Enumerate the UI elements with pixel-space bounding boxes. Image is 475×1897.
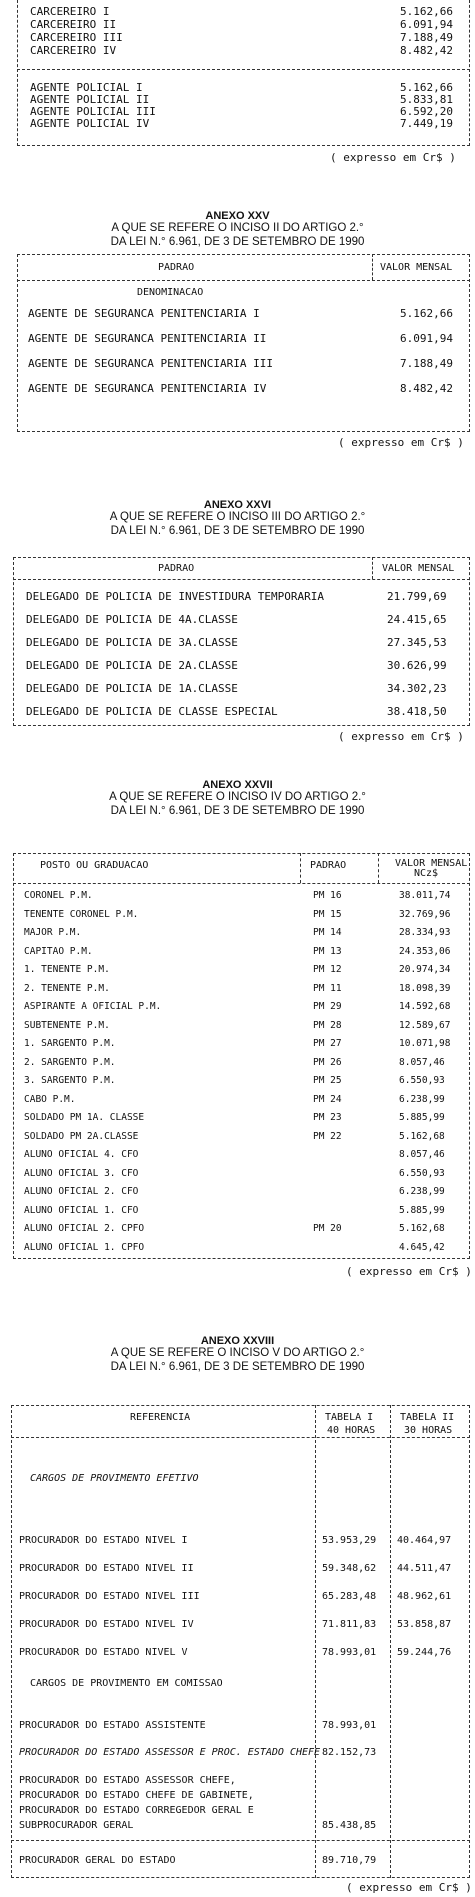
- row-label: AGENTE DE SEGURANCA PENITENCIARIA IV: [28, 382, 267, 395]
- row-multi-line2: PROCURADOR DO ESTADO CHEFE DE GABINETE,: [19, 1790, 254, 1801]
- row-label: ASPIRANTE A OFICIAL P.M.: [24, 1001, 162, 1012]
- row-value: 14.592,68: [399, 1001, 451, 1012]
- row-value: 5.833,81: [400, 93, 453, 106]
- row-tabela-i: 65.283,48: [322, 1591, 377, 1602]
- row-label: PROCURADOR DO ESTADO NIVEL III: [19, 1591, 200, 1602]
- row-padrao: PM 24: [313, 1093, 342, 1105]
- annex-subtitle-1: A QUE SE REFERE O INCISO II DO ARTIGO 2.°: [111, 222, 364, 234]
- header-posto: POSTO OU GRADUACAO: [40, 860, 149, 871]
- row-padrao: PM 14: [313, 927, 342, 938]
- row-label: DELEGADO DE POLICIA DE 1A.CLASSE: [26, 682, 238, 695]
- col-divider: [372, 557, 373, 579]
- row-label: PROCURADOR DO ESTADO NIVEL I: [19, 1535, 188, 1546]
- row-label: ALUNO OFICIAL 2. CPFO: [24, 1223, 145, 1234]
- row-label: AGENTE POLICIAL IV: [30, 117, 150, 130]
- table-divider: [17, 69, 470, 70]
- header-40-horas: 40 HORAS: [327, 1425, 376, 1436]
- table-border-bottom: [17, 145, 470, 146]
- annex-subtitle-1: A QUE SE REFERE O INCISO IV DO ARTIGO 2.°: [109, 791, 366, 803]
- row-value: 27.345,53: [387, 636, 447, 649]
- row-value: 38.011,74: [399, 890, 451, 901]
- row-value: 24.415,65: [387, 613, 447, 626]
- row-label: SOLDADO PM 2A.CLASSE: [24, 1130, 139, 1142]
- row-label: CARCEREIRO IV: [30, 44, 117, 57]
- row-label: DELEGADO DE POLICIA DE 3A.CLASSE: [26, 636, 238, 649]
- row-tabela-i: 71.811,83: [322, 1619, 377, 1630]
- annex-title: ANEXO XXV: [205, 210, 270, 222]
- row-multi-t1: 85.438,85: [322, 1820, 377, 1831]
- row-value: 8.057,46: [399, 1149, 445, 1160]
- row-label: AGENTE DE SEGURANCA PENITENCIARIA III: [28, 357, 274, 370]
- row-value: 8.482,42: [400, 382, 453, 395]
- currency-note: ( expresso em Cr$ ): [338, 436, 464, 449]
- row-padrao: PM 28: [313, 1019, 342, 1031]
- header-unit: NCz$: [414, 868, 439, 879]
- row-padrao: PM 25: [313, 1075, 342, 1086]
- row-assessor-label: PROCURADOR DO ESTADO ASSESSOR E PROC. ESTADO CHEFE: [19, 1747, 321, 1758]
- row-value: 6.238,99: [399, 1186, 445, 1197]
- row-value: 32.769,96: [399, 908, 451, 920]
- row-label: PROCURADOR DO ESTADO NIVEL IV: [19, 1619, 194, 1630]
- header-tabela-ii: TABELA II: [400, 1412, 455, 1423]
- col-divider: [390, 1405, 391, 1878]
- row-tabela-i: 53.953,29: [322, 1535, 377, 1546]
- col-divider: [300, 853, 301, 883]
- row-value: 7.449,19: [400, 117, 453, 130]
- annex-subtitle-2: DA LEI N.° 6.961, DE 3 DE SETEMBRO DE 1990: [110, 1361, 365, 1373]
- row-tabela-i: 78.993,01: [322, 1647, 377, 1658]
- header-referencia: REFERENCIA: [130, 1412, 191, 1423]
- row-value: 28.334,93: [399, 927, 451, 938]
- header-denominacao: DENOMINACAO: [137, 287, 204, 298]
- row-value: 8.482,42: [400, 44, 453, 57]
- header-30-horas: 30 HORAS: [404, 1425, 453, 1436]
- row-label: CARCEREIRO II: [30, 18, 117, 31]
- table-border-left: [17, 0, 18, 146]
- row-label: ALUNO OFICIAL 2. CFO: [24, 1186, 139, 1197]
- row-label: AGENTE DE SEGURANCA PENITENCIARIA II: [28, 332, 267, 345]
- row-assistente-t1: 78.993,01: [322, 1720, 377, 1731]
- row-geral-t1: 89.710,79: [322, 1855, 377, 1866]
- row-label: DELEGADO DE POLICIA DE INVESTIDURA TEMPORARIA: [26, 590, 325, 603]
- row-multi-line3: PROCURADOR DO ESTADO CORREGEDOR GERAL E: [19, 1805, 254, 1816]
- row-value: 4.645,42: [399, 1241, 445, 1253]
- row-value: 5.162,68: [399, 1223, 445, 1234]
- row-padrao: PM 27: [313, 1038, 342, 1049]
- annex-subtitle-2: DA LEI N.° 6.961, DE 3 DE SETEMBRO DE 1990: [110, 236, 365, 248]
- row-tabela-ii: 40.464,97: [397, 1535, 452, 1546]
- header-tabela-i: TABELA I: [325, 1412, 374, 1423]
- row-label: CAPITAO P.M.: [24, 945, 93, 957]
- row-label: ALUNO OFICIAL 1. CPFO: [24, 1241, 145, 1253]
- annex-subtitle-1: A QUE SE REFERE O INCISO V DO ARTIGO 2.°: [110, 1347, 365, 1359]
- row-value: 5.885,99: [399, 1112, 445, 1123]
- row-label: MAJOR P.M.: [24, 927, 82, 938]
- annex-title: ANEXO XXVIII: [200, 1335, 275, 1347]
- row-label: DELEGADO DE POLICIA DE 2A.CLASSE: [26, 659, 238, 672]
- currency-note: ( expresso em Cr$ ): [346, 1265, 472, 1278]
- row-tabela-ii: 44.511,47: [397, 1563, 452, 1574]
- header-divider: [17, 280, 470, 281]
- row-padrao: PM 22: [313, 1130, 342, 1142]
- header-divider: [13, 883, 470, 884]
- header-padrao: PADRAO: [158, 262, 195, 273]
- annex-subtitle-2: DA LEI N.° 6.961, DE 3 DE SETEMBRO DE 1990: [110, 525, 365, 537]
- row-label: ALUNO OFICIAL 1. CFO: [24, 1204, 139, 1216]
- annex-title: ANEXO XXVII: [202, 779, 273, 791]
- row-value: 30.626,99: [387, 659, 447, 672]
- row-label: CABO P.M.: [24, 1093, 76, 1105]
- row-value: 5.162,68: [399, 1130, 445, 1142]
- row-value: 10.071,98: [399, 1038, 451, 1049]
- row-tabela-ii: 48.962,61: [397, 1591, 452, 1602]
- col-divider: [378, 853, 379, 883]
- row-value: 34.302,23: [387, 682, 447, 695]
- header-divider: [11, 1437, 470, 1438]
- row-value: 18.098,39: [399, 982, 451, 994]
- header-padrao: PADRAO: [310, 860, 347, 871]
- row-value: 7.188,49: [400, 357, 453, 370]
- row-label: PROCURADOR DO ESTADO NIVEL V: [19, 1647, 188, 1658]
- header-valor-mensal: VALOR MENSAL: [380, 262, 453, 273]
- row-value: 7.188,49: [400, 31, 453, 44]
- row-value: 5.162,66: [400, 5, 453, 18]
- currency-note: ( expresso em Cr$ ): [338, 730, 464, 743]
- row-geral-label: PROCURADOR GERAL DO ESTADO: [19, 1855, 176, 1866]
- row-label: CARCEREIRO III: [30, 31, 123, 44]
- row-label: AGENTE POLICIAL III: [30, 105, 156, 118]
- col-divider: [372, 254, 373, 280]
- row-padrao: PM 12: [313, 964, 342, 975]
- col-divider: [315, 1405, 316, 1878]
- row-padrao: PM 11: [313, 982, 342, 994]
- row-multi-line4: SUBPROCURADOR GERAL: [19, 1820, 134, 1831]
- row-label: 1. SARGENTO P.M.: [24, 1038, 116, 1049]
- row-label: 1. TENENTE P.M.: [24, 964, 110, 975]
- row-label: DELEGADO DE POLICIA DE 4A.CLASSE: [26, 613, 238, 626]
- annex-title: ANEXO XXVI: [203, 499, 272, 511]
- row-value: 6.550,93: [399, 1075, 445, 1086]
- row-label: DELEGADO DE POLICIA DE CLASSE ESPECIAL: [26, 705, 278, 718]
- row-value: 8.057,46: [399, 1056, 445, 1068]
- row-label: SOLDADO PM 1A. CLASSE: [24, 1112, 145, 1123]
- row-padrao: PM 16: [313, 890, 342, 901]
- row-multi-line1: PROCURADOR DO ESTADO ASSESSOR CHEFE,: [19, 1775, 236, 1786]
- row-value: 24.353,06: [399, 945, 451, 957]
- row-label: ALUNO OFICIAL 3. CFO: [24, 1167, 139, 1179]
- row-label: CARCEREIRO I: [30, 5, 110, 18]
- row-label: 2. SARGENTO P.M.: [24, 1056, 116, 1068]
- row-tabela-ii: 53.858,87: [397, 1619, 452, 1630]
- row-tabela-i: 59.348,62: [322, 1563, 377, 1574]
- header-valor-mensal: VALOR MENSAL: [382, 563, 455, 574]
- row-value: 21.799,69: [387, 590, 447, 603]
- annex-subtitle-2: DA LEI N.° 6.961, DE 3 DE SETEMBRO DE 1990: [110, 805, 365, 817]
- row-padrao: PM 23: [313, 1112, 342, 1123]
- row-label: AGENTE POLICIAL I: [30, 81, 143, 94]
- header-padrao: PADRAO: [158, 563, 195, 574]
- annex-subtitle-1: A QUE SE REFERE O INCISO III DO ARTIGO 2.°: [109, 511, 366, 523]
- currency-note: ( expresso em Cr$ ): [330, 151, 456, 164]
- row-padrao: PM 29: [313, 1001, 342, 1012]
- table-border-right: [469, 0, 470, 146]
- row-label: SUBTENENTE P.M.: [24, 1019, 110, 1031]
- row-padrao: PM 20: [313, 1223, 342, 1234]
- row-value: 6.091,94: [400, 18, 453, 31]
- row-label: CORONEL P.M.: [24, 890, 93, 901]
- row-value: 6.550,93: [399, 1167, 445, 1179]
- row-padrao: PM 13: [313, 945, 342, 957]
- row-value: 6.238,99: [399, 1093, 445, 1105]
- row-label: ALUNO OFICIAL 4. CFO: [24, 1149, 139, 1160]
- row-padrao: PM 15: [313, 908, 342, 920]
- section-efetivo: CARGOS DE PROVIMENTO EFETIVO: [30, 1473, 199, 1484]
- header-divider: [13, 579, 470, 580]
- row-label: 2. TENENTE P.M.: [24, 982, 110, 994]
- row-label: 3. SARGENTO P.M.: [24, 1075, 116, 1086]
- row-value: 5.162,66: [400, 81, 453, 94]
- row-assistente-label: PROCURADOR DO ESTADO ASSISTENTE: [19, 1720, 206, 1731]
- row-value: 12.589,67: [399, 1019, 451, 1031]
- row-tabela-ii: 59.244,76: [397, 1647, 452, 1658]
- row-label: AGENTE POLICIAL II: [30, 93, 150, 106]
- row-value: 5.162,66: [400, 307, 453, 320]
- row-value: 6.091,94: [400, 332, 453, 345]
- row-value: 6.592,20: [400, 105, 453, 118]
- row-padrao: PM 26: [313, 1056, 342, 1068]
- row-assessor-t1: 82.152,73: [322, 1747, 377, 1758]
- row-label: TENENTE CORONEL P.M.: [24, 908, 139, 920]
- section-comissao: CARGOS DE PROVIMENTO EM COMISSAO: [30, 1678, 223, 1689]
- row-label: AGENTE DE SEGURANCA PENITENCIARIA I: [28, 307, 260, 320]
- row-value: 20.974,34: [399, 964, 451, 975]
- currency-note: ( expresso em Cr$ ): [346, 1881, 472, 1894]
- header-valor-mensal: VALOR MENSAL: [395, 858, 468, 869]
- row-value: 38.418,50: [387, 705, 447, 718]
- row-label: PROCURADOR DO ESTADO NIVEL II: [19, 1563, 194, 1574]
- row-divider: [11, 1840, 470, 1841]
- row-value: 5.885,99: [399, 1204, 445, 1216]
